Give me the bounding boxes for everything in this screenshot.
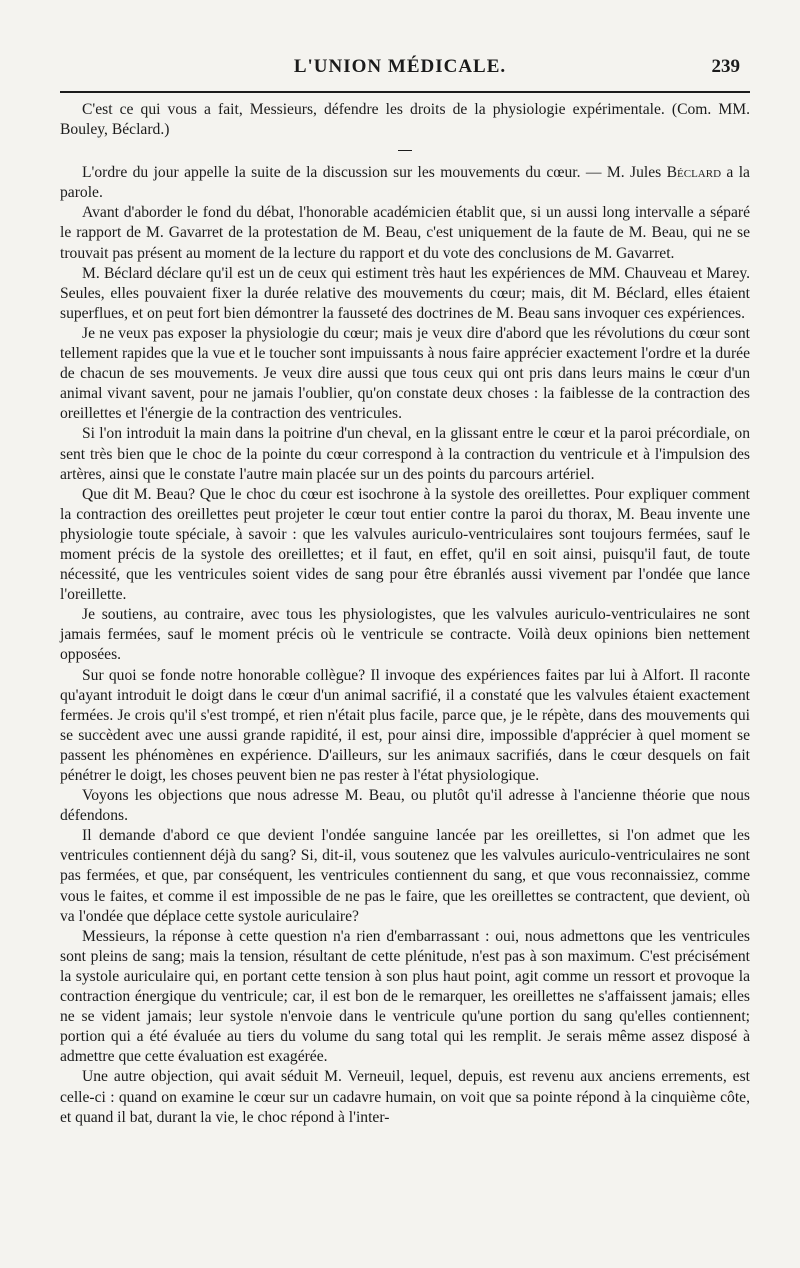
speaker-name: Béclard [666,164,722,182]
article-body [60,100,750,1128]
paragraph: Si l'on introduit la main dans la poitrine d'un cheval, en la glissant entre le cœur et la paroi précordiale, on sent très bien que le choc de la pointe du cœur correspond à la contraction du ventricule et à l'impulsion des artères, ainsi que le constate l'autre main placée sur un des points du parcours artériel. [60,425,750,483]
paragraph: Messieurs, la réponse à cette question n'a rien d'embarrassant : oui, nous admettons que les ventricules sont pleins de sang; mais la tension, résultant de cette plénitude, n'est pas à son maximum. C'est précisément la systole auriculaire qui, en portant cette tension à son plus haut point, agit comme un ressort et provoque la contraction énergique du ventricule; car, il est bon de le remarquer, les oreillettes ne s'affaissent jamais; elles ne se vident jamais; leur systole n'envoie dans le ventricule qu'une portion du sang qu'elles contiennent; portion qui a été évaluée au tiers du volume du sang total qui les remplit. Je serais même assez disposé à admettre que cette évaluation est exagérée. [60,927,750,1066]
agenda-text: L'ordre du jour appelle la suite de la discussion sur les mouvements du cœur. — M. Jules [82,164,667,182]
paragraph: Je ne veux pas exposer la physiologie du cœur; mais je veux dire d'abord que les révolutions du cœur sont tellement rapides que la vue et le toucher sont impuissants à nous faire apprécier exactement l'ordre et la durée de chacun de ses mouvements. Je veux dire aussi que tous ceux qui ont pris dans leurs mains le cœur d'un animal vivant savent, pour ne jamais l'oublier, qu'on constate deux choses : la faiblesse de la contraction des oreillettes et l'énergie de la contraction des ventricules. [60,324,750,423]
paragraph: Sur quoi se fonde notre honorable collègue? Il invoque des expériences faites par lui à Alfort. Il raconte qu'ayant introduit le doigt dans le cœur d'un animal sacrifié, il a constaté que les valvules étaient exactement fermées. Je crois qu'il s'est trompé, et rien n'était plus facile, parce que, je le répète, dans des mouvements qui se succèdent avec une aussi grande rapidité, il est, pour ainsi dire, impossible d'apprécier à quel moment se passent les phénomènes en expérience. D'ailleurs, sur les animaux sacrifiés, dans le cœur desquels on fait pénétrer le doigt, les choses peuvent bien ne pas rester à l'état physiologique. [60,666,750,784]
paragraph: Je soutiens, au contraire, avec tous les physiologistes, que les valvules auriculo-ventriculaires ne sont jamais fermées, sauf le moment précis où le ventricule se contracte. Voilà deux opinions bien nettement opposées. [60,606,750,664]
paragraph: M. Béclard déclare qu'il est un de ceux qui estiment très haut les expériences de MM. Chauveau et Marey. Seules, elles pouvaient fixer la durée relative des mouvements du cœur; mais, dit M. Béclard, elles étaient superflues, et on peut fort bien démontrer la fausseté des doctrines de M. Beau sans invoquer ces expériences. [60,264,750,322]
paragraph: Avant d'aborder le fond du débat, l'honorable académicien établit que, si un aussi long intervalle a séparé le rapport de M. Gavarret de la protestation de M. Beau, c'est uniquement de la faute de M. Beau, qui ne se trouvait pas présent au moment de la lecture du rapport et du vote des conclusions de M. Gavarret. [60,204,750,262]
page-number: 239 [711,56,740,77]
running-head [60,52,740,86]
paragraph: Voyons les objections que nous adresse M. Beau, ou plutôt qu'il adresse à l'ancienne théorie que nous défendons. [60,787,750,825]
journal-title: L'UNION MÉDICALE. [293,56,507,77]
paragraph-agenda [60,163,750,203]
paragraph: Que dit M. Beau? Que le choc du cœur est isochrone à la systole des oreillettes. Pour expliquer comment la contraction des oreillettes peut projeter le cœur tout entier contre la paroi du thorax, M. Beau invente une physiologie toute spéciale, à savoir : que les valvules auriculo-ventriculaires sont toujours fermées, sauf le moment précis de la systole des oreillettes; et il faut, en effet, qu'il en soit ainsi, puisqu'il faut, de toute nécessité, que les ventricules soient vides de sang pour être ébranlés aussi vivement par l'ondée que lance l'oreillette. [60,485,750,604]
agenda-text-end: a la parole. [60,164,750,202]
paragraph: Une autre objection, qui avait séduit M. Verneuil, lequel, depuis, est revenu aux anciens errements, est celle-ci : quand on examine le cœur sur un cadavre humain, on voit que sa pointe répond à la cinquième côte, et quand il bat, durant la vie, le choc répond à l'inter- [60,1068,750,1126]
header-rule [60,91,750,93]
paragraph-opening: C'est ce qui vous a fait, Messieurs, défendre les droits de la physiologie expérimentale. (Com. MM. Bouley, Béclard.) [60,101,750,139]
paragraph: Il demande d'abord ce que devient l'ondée sanguine lancée par les oreillettes, si l'on admet que les ventricules contiennent déjà du sang? Si, dit-il, vous soutenez que les valvules auriculo-ventriculaires ne sont pas fermées, et que, par conséquent, les ventricules contiennent du sang, et que vous reconnaissiez, comme vous le faites, et comme il est impossible de ne pas le faire, que les oreillettes se contractent, que devient, où va l'ondée que déplace cette systole auriculaire? [60,827,750,925]
section-separator [398,150,412,151]
